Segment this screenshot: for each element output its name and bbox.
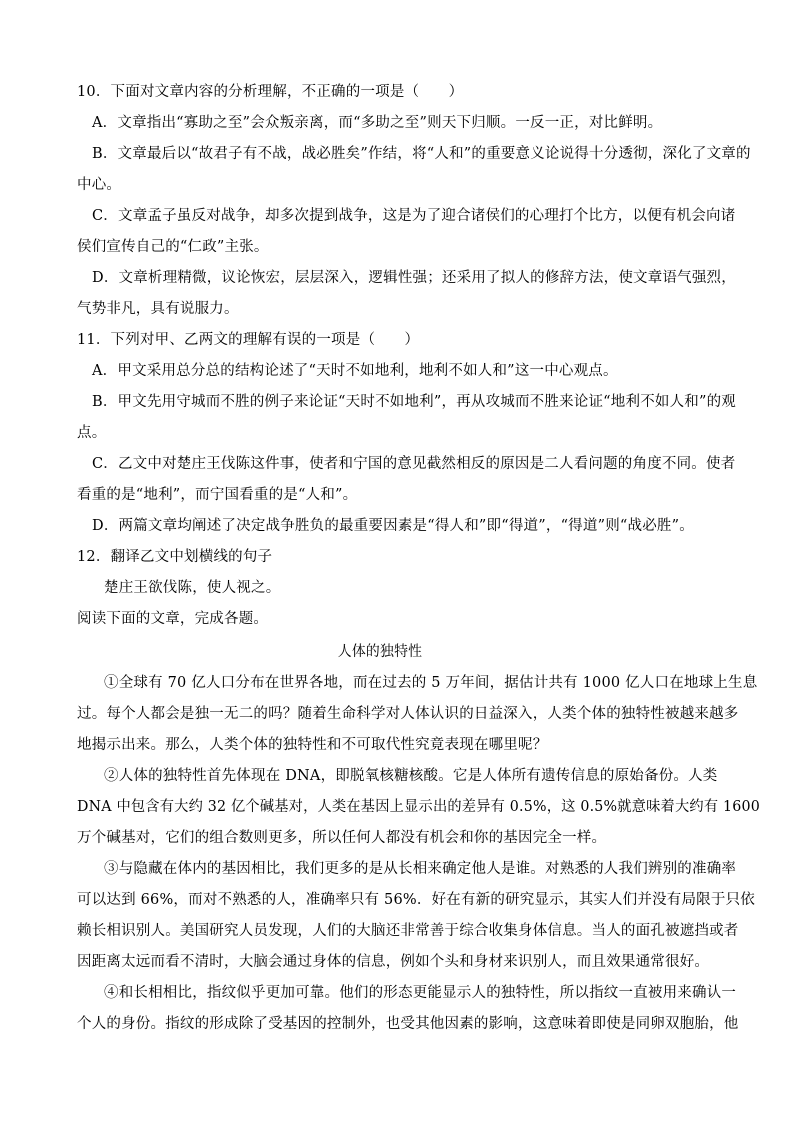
q11-option-d: D．两篇文章均阐述了决定战争胜负的最重要因素是“得人和”即“得道”，“得道”则“战必胜”。 (92, 518, 694, 534)
q11-option-c-cont: 看重的是“地利”，而宁国看重的是“人和”。 (77, 487, 358, 503)
paragraph-4-line: ④和长相相比，指纹似乎更加可靠。他们的形态更能显示人的独特性，所以指纹一直被用来确认一 (104, 985, 737, 1001)
paragraph-1-line: 地揭示出来。那么，人类个体的独特性和不可取代性究竟表现在哪里呢？ (77, 737, 548, 753)
paragraph-2-line: DNA 中包含有大约 32 亿个碱基对，人类在基因上显示出的差异有 0.5%，这 0.5%就意味着大约有 1600 (77, 799, 761, 815)
q10-option-d-cont: 气势非凡，具有说服力。 (77, 301, 239, 317)
q10-option-d: D．文章析理精微，议论恢宏，层层深入，逻辑性强；还采用了拟人的修辞方法，使文章语气强烈， (92, 270, 736, 286)
q11-option-b: B．甲文先用守城而不胜的例子来论证“天时不如地利”，再从攻城而不胜来论证“地利不如人和”的观 (92, 394, 737, 410)
reading-instruction: 阅读下面的文章，完成各题。 (77, 611, 269, 627)
paragraph-4-line: 个人的身份。指纹的形成除了受基因的控制外，也受其他因素的影响，这意味着即使是同卵双胞胎，他 (77, 1016, 739, 1032)
q11-option-c: C．乙文中对楚庄王伐陈这件事，使者和宁国的意见截然相反的原因是二人看问题的角度不同。使者 (92, 456, 736, 472)
q11-option-b-cont: 点。 (77, 425, 107, 441)
q10-option-c: C．文章孟子虽反对战争，却多次提到战争，这是为了迎合诸侯们的心理打个比方，以便有机会向诸 (92, 208, 736, 224)
q10-option-b-cont: 中心。 (77, 177, 122, 193)
paragraph-3-line: ③与隐藏在体内的基因相比，我们更多的是从长相来确定他人是谁。对熟悉的人我们辨别的准确率 (104, 861, 737, 877)
paragraph-3-line: 可以达到 66%，而对不熟悉的人，准确率只有 56%．好在有新的研究显示，其实人们并没有局限于只依 (77, 892, 755, 908)
paragraph-1-line: ①全球有 70 亿人口分布在世界各地，而在过去的 5 万年间，据估计共有 1000 亿人口在地球上生息 (104, 675, 758, 691)
q12-stem: 12．翻译乙文中划横线的句子 (77, 549, 273, 565)
q11-option-a: A．甲文采用总分总的结构论述了“天时不如地利，地利不如人和”这一中心观点。 (92, 363, 618, 379)
passage-title: 人体的独特性 (337, 644, 423, 660)
q10-option-c-cont: 侯们宣传自己的“仁政”主张。 (77, 239, 269, 255)
q10-option-b: B．文章最后以“故君子有不战，战必胜矣”作结，将“人和”的重要意义论说得十分透彻，深化了文章的 (92, 146, 751, 162)
paragraph-3-line: 因距离太远而看不清时，大脑会通过身体的信息，例如个头和身材来识别人，而且效果通常很好。 (77, 954, 710, 970)
paragraph-1-line: 过。每个人都会是独一无二的吗？随着生命科学对人体认识的日益深入，人类个体的独特性被越来越多 (77, 706, 739, 722)
paragraph-3-line: 赖长相识别人。美国研究人员发现，人们的大脑还非常善于综合收集身体信息。当人的面孔被遮挡或者 (77, 923, 739, 939)
q10-option-a: A．文章指出“寡助之至”会众叛亲离，而“多助之至”则天下归顺。一反一正，对比鲜明。 (92, 115, 663, 131)
q12-sentence: 楚庄王欲伐陈，使人视之。 (104, 580, 281, 596)
q11-stem: 11．下列对甲、乙两文的理解有误的一项是（ ） (77, 332, 420, 348)
paragraph-2-line: ②人体的独特性首先体现在 DNA，即脱氧核糖核酸。它是人体所有遗传信息的原始备份。人类 (104, 768, 718, 784)
q10-stem: 10．下面对文章内容的分析理解，不正确的一项是（ ） (77, 84, 464, 100)
paragraph-2-line: 万个碱基对，它们的组合数则更多，所以任何人都没有机会和你的基因完全一样。 (77, 830, 607, 846)
